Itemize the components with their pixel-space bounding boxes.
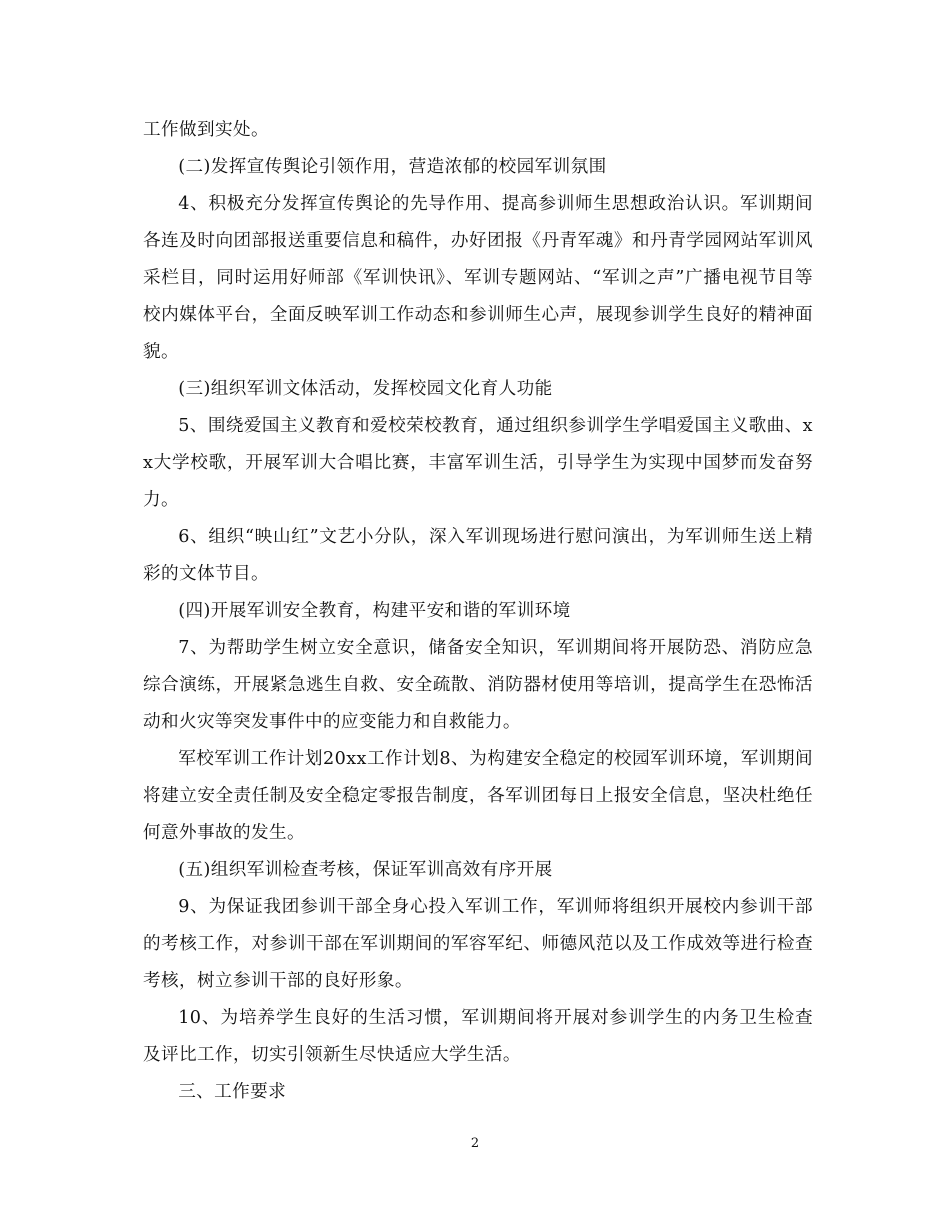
paragraph-item-9: 9、为保证我团参训干部全身心投入军训工作，军训师将组织开展校内参训干部的考核工作，对参训干部在军训期间的军容军纪、师德风范以及工作成效等进行检查考核，树立参训干部的良好形象。 (143, 897, 813, 991)
section-heading-work-requirements: 三、工作要求 (178, 1082, 287, 1102)
paragraph-item-6: 6、组织“映山红”文艺小分队，深入军训现场进行慰问演出，为军训师生送上精彩的文体节目。 (143, 527, 813, 584)
document-body (143, 112, 813, 1111)
section-heading-4: (四)开展军训安全教育，构建平安和谐的军训环境 (178, 601, 571, 621)
paragraph-item-4: 4、积极充分发挥宣传舆论的先导作用、提高参训师生思想政治认识。军训期间各连及时向团部报送重要信息和稿件，办好团报《丹青军魂》和丹青学园网站军训风采栏目，同时运用好师部《军训快讯》、军训专题网站、“军训之声”广播电视节目等校内媒体平台，全面反映军训工作动态和参训师生心声，展现参训学生良好的精神面貌。 (143, 194, 813, 362)
paragraph-item-10: 10、为培养学生良好的生活习惯，军训期间将开展对参训学生的内务卫生检查及评比工作，切实引领新生尽快适应大学生活。 (143, 1008, 813, 1065)
paragraph-item-7: 7、为帮助学生树立安全意识，储备安全知识，军训期间将开展防恐、消防应急综合演练，开展紧急逃生自救、安全疏散、消防器材使用等培训，提高学生在恐怖活动和火灾等突发事件中的应变能力和自救能力。 (143, 638, 813, 732)
paragraph-item-5: 5、围绕爱国主义教育和爱校荣校教育，通过组织参训学生学唱爱国主义歌曲、xx大学校歌，开展军训大合唱比赛，丰富军训生活，引导学生为实现中国梦而发奋努力。 (143, 416, 813, 510)
paragraph-continuation: 工作做到实处。 (143, 120, 269, 140)
section-heading-2: (二)发挥宣传舆论引领作用，营造浓郁的校园军训氛围 (178, 157, 607, 177)
section-heading-3: (三)组织军训文体活动，发挥校园文化育人功能 (178, 379, 553, 399)
paragraph-item-8: 军校军训工作计划20xx工作计划8、为构建安全稳定的校园军训环境，军训期间将建立安全责任制及安全稳定零报告制度，各军训团每日上报安全信息，坚决杜绝任何意外事故的发生。 (143, 749, 813, 843)
section-heading-5: (五)组织军训检查考核，保证军训高效有序开展 (178, 860, 553, 880)
page-number: 2 (470, 1136, 480, 1151)
